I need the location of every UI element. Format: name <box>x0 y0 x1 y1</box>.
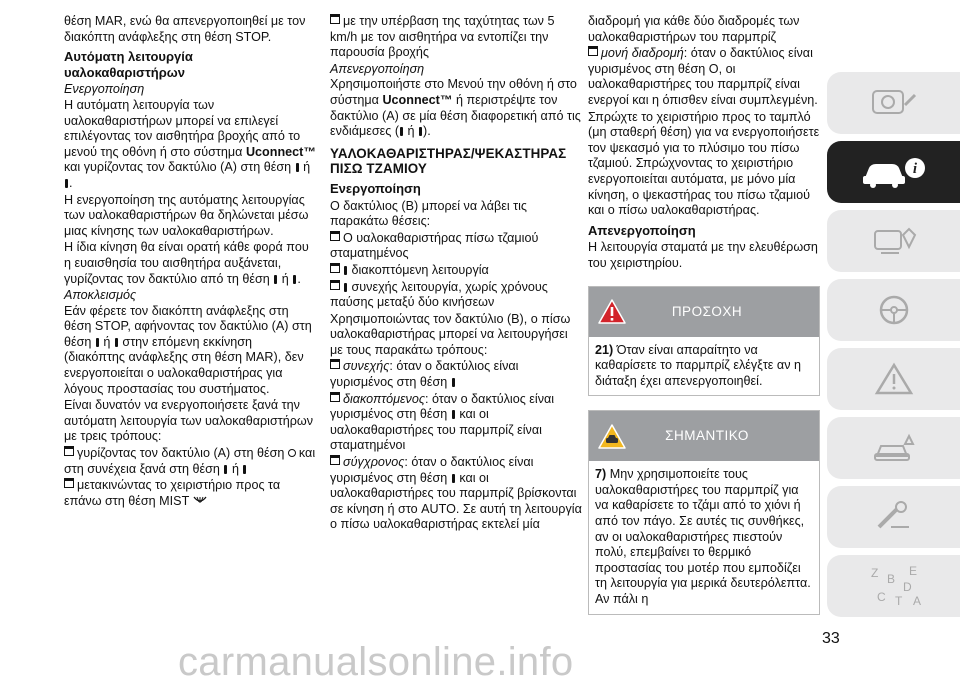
steering-wheel-icon <box>869 292 919 328</box>
column-right <box>588 14 820 615</box>
bullet-icon <box>588 46 598 56</box>
bullet-icon <box>64 446 74 456</box>
wiper-position-icon <box>344 283 347 292</box>
text: γυρίζοντας τον δακτύλιο (A) στη θέση <box>77 446 285 461</box>
mist-icon <box>193 496 207 506</box>
wiper-position-icon <box>400 127 403 136</box>
letter: Z <box>870 566 878 580</box>
list-item <box>330 280 582 311</box>
subheading: Απενεργοποίηση <box>588 222 696 238</box>
text: : όταν ο δακτύλιος είναι γυρισμένος στη θέση <box>330 391 555 422</box>
list-item <box>330 263 582 279</box>
watermark: carmanualsonline.info <box>178 640 574 684</box>
wiper-position-icon <box>452 378 455 387</box>
paragraph: Ο δακτύλιος (B) μπορεί να λάβει τις παρακάτω θέσεις: <box>330 198 528 229</box>
important-title: ΣΗΜΑΝΤΙΚΟ <box>665 428 749 444</box>
subheading: Ενεργοποίηση <box>64 82 145 97</box>
section-heading: Αυτόματη λειτουργία υαλοκαθαριστήρων <box>64 49 193 80</box>
list-item <box>330 14 582 61</box>
dashboard-icon <box>869 85 919 121</box>
text: με την υπέρβαση της ταχύτητας των 5 km/h με τον αισθητήρα να εντοπίζει την παρουσία βροχής <box>330 14 555 60</box>
emergency-icon <box>869 430 919 466</box>
text: συνεχής <box>343 359 390 374</box>
wiper-position-icon <box>296 163 299 172</box>
security-icon <box>869 223 919 259</box>
brand-name: Uconnect™ <box>245 144 316 159</box>
warning-triangle-icon <box>597 298 627 325</box>
text: και γυρίζοντας τον δακτύλιο (A) στη θέση <box>64 160 292 175</box>
tab-emergency[interactable] <box>827 417 960 479</box>
text: μετακινώντας το χειριστήριο προς τα επάνω στη θέση MIST <box>64 478 281 508</box>
bullet-icon <box>64 478 74 488</box>
index-letters-icon <box>859 561 929 611</box>
paragraph <box>64 304 316 398</box>
text: σύγχρονος <box>343 455 405 470</box>
text: ή <box>231 461 239 476</box>
wiper-position-icon <box>96 338 99 347</box>
list-item <box>330 455 582 533</box>
wiper-position-icon <box>452 410 455 419</box>
paragraph: Είναι δυνατόν να ενεργοποιήσετε ξανά την αυτόματη λειτουργία των υαλοκαθαριστήρων με τρεις τρόπους: <box>64 398 314 444</box>
paragraph: Η αυτόματη λειτουργία των υαλοκαθαριστήρων μπορεί να επιλεγεί επιλέγοντας τον αισθητήρα βροχής από το μενού της οθόνη ή στο σύστημα Uconnect™ και γυρίζοντας τον δακτύλιο (A) στη θέση ή . <box>64 97 316 190</box>
bullet-icon <box>330 231 340 241</box>
text: Χρησιμοποιήστε στο Μενού την οθόνη ή στο σύστημα <box>330 77 577 107</box>
important-box <box>588 410 820 614</box>
text: ). <box>423 124 431 139</box>
wiper-position-icon <box>65 179 68 188</box>
letter: A <box>912 594 921 608</box>
bullet-icon <box>330 263 340 273</box>
wiper-position-icon <box>224 465 227 474</box>
column-left <box>64 14 316 510</box>
subheading: Απενεργοποίηση <box>330 61 425 76</box>
text: : όταν ο δακτύλιος είναι γυρισμένος στη θέση <box>330 359 519 390</box>
brand-name: Uconnect™ <box>382 92 453 107</box>
off-position-icon <box>288 449 296 457</box>
text: και οι υαλοκαθαριστήρες του παρμπρίζ είναι σταματημένοι <box>330 407 542 453</box>
letter: B <box>886 572 895 586</box>
wiper-position-icon <box>344 266 347 275</box>
text: και οι υαλοκαθαριστήρες του παρμπρίζ βρίσκονται σε κίνηση ή στο AUTO. Σε αυτή τη λειτουργία ο πίσω υαλοκαθαριστήρας εκτελεί μία <box>330 470 582 532</box>
paragraph: θέση MAR, ενώ θα απενεργοποιηθεί με τον διακόπτη ανάφλεξης στη θέση STOP. <box>64 14 306 44</box>
warning-body <box>589 337 819 396</box>
subheading: Ενεργοποίηση <box>330 180 421 196</box>
text: ή <box>303 160 311 175</box>
warning-header <box>589 287 819 337</box>
text: Εάν φέρετε τον διακόπτη ανάφλεξης στη θέση STOP, αφήνοντας τον δακτύλιο (A) στη θέση <box>64 303 312 349</box>
text: ή <box>407 124 415 139</box>
warning-box <box>588 286 820 397</box>
important-header <box>589 411 819 461</box>
paragraph: Σπρώχτε το χειριστήριο προς το ταμπλό (μη σταθερή θέση) για να ενεργοποιήσετε τον ψεκασμό για το πλύσιμο του πίσω τζαμιού. Σπρώχνοντας το χειριστήριο ενεργοποιείται αυτόματα, με μόνο μία κίνηση, ο ψεκαστήρας του πίσω τζαμιού και ο πίσω υαλοκαθαριστήρας. <box>588 109 820 218</box>
paragraph: Η ενεργοποίηση της αυτόματης λειτουργίας των υαλοκαθαριστήρων θα δηλώνεται μέσω μιας κίνησης των υαλοκαθαριστήρων. <box>64 192 309 238</box>
page-number: 33 <box>822 630 840 647</box>
svg-text:i: i <box>912 161 917 177</box>
warning-title: ΠΡΟΣΟΧΗ <box>671 303 743 319</box>
warning-lights-icon <box>869 361 919 397</box>
text: Όταν είναι απαραίτητο να καθαρίσετε το παρμπρίζ ελέγξτε αν η διάταξη έχει απενεργοποιηθεί. <box>595 342 801 388</box>
text: ή περιστρέψτε τον δακτύλιο (A) σε μία θέση διαφορετική από τις ενδιάμεσες ( <box>330 92 581 139</box>
car-info-icon <box>859 152 929 192</box>
text: Μην χρησιμοποιείτε τους υαλοκαθαριστήρες του παρμπρίζ για να καθαρίσετε το τζάμι από το χιόνι ή από τον πάγο. Σε αυτές τις συνθήκες, αν οι υαλοκαθαριστήρες πιεστούν πολύ, επεμβαίνει το θερμικό προστασίας του μοτέρ που εμποδίζει τη λειτουργία για μερικά δευτερόλεπτα. Αν πάλι η <box>595 467 811 607</box>
paragraph: Η λειτουργία σταματά με την ελευθέρωση του χειριστηρίου. <box>588 240 818 270</box>
tab-car-info[interactable] <box>827 141 960 203</box>
text: : όταν ο δακτύλιος είναι γυρισμένος στη θέση <box>330 455 534 485</box>
text: Η αυτόματη λειτουργία των υαλοκαθαριστήρων μπορεί να επιλεγεί επιλέγοντας τον αισθητήρα βροχής από το μενού της οθόνη ή στο σύστημα <box>64 97 301 159</box>
text: συνεχής λειτουργία, χωρίς χρόνους παύσης μεταξύ δύο κινήσεων <box>330 279 548 310</box>
letter: D <box>902 580 912 594</box>
list-item <box>64 478 316 509</box>
bullet-icon <box>330 359 340 369</box>
wiper-position-icon <box>115 338 118 347</box>
paragraph: διαδρομή για κάθε δύο διαδρομές των υαλοκαθαριστήρων του παρμπρίζ <box>588 14 800 44</box>
text: ή <box>281 271 289 286</box>
tab-maintenance[interactable] <box>827 486 960 548</box>
tab-starting-driving[interactable] <box>827 279 960 341</box>
wiper-position-icon <box>293 275 296 284</box>
tab-security[interactable] <box>827 210 960 272</box>
bullet-icon <box>330 14 340 24</box>
subheading: Αποκλεισμός <box>64 288 137 303</box>
car-caution-icon <box>597 423 627 450</box>
tab-index[interactable] <box>827 555 960 617</box>
bullet-icon <box>330 392 340 402</box>
text: Η ίδια κίνηση θα είναι ορατή κάθε φορά που η ευαισθησία του αισθητήρα αυξάνεται, γυρίζοντας τον δακτύλιο από τη θέση <box>64 240 309 286</box>
chapter-sidebar <box>827 72 960 624</box>
text: διακοπτόμενη λειτουργία <box>351 262 489 277</box>
text: : όταν ο δακτύλιος είναι γυρισμένος στη θέση O, οι υαλοκαθαριστήρες του παρμπρίζ είναι ενεργοί και η όπισθεν είναι συμπλεγμένη. <box>588 46 818 107</box>
list-item <box>330 392 582 454</box>
note-number: 7) <box>595 467 607 482</box>
list-item <box>64 446 316 477</box>
maintenance-icon <box>869 499 919 535</box>
section-heading: ΥΑΛΟΚΑΘΑΡΙΣΤΗΡΑΣ/ΨΕΚΑΣΤΗΡΑΣ ΠΙΣΩ ΤΖΑΜΙΟΥ <box>330 145 567 177</box>
note-number: 21) <box>595 342 614 357</box>
wiper-position-icon <box>452 474 455 483</box>
text: και στη συνέχεια ξανά στη θέση <box>64 446 316 476</box>
letter: E <box>908 564 917 578</box>
important-body <box>589 461 819 613</box>
list-item <box>330 231 582 262</box>
bullet-icon <box>330 455 340 465</box>
text: μονή διαδρομή <box>601 46 684 61</box>
paragraph: Η ίδια κίνηση θα είναι ορατή κάθε φορά που η ευαισθησία του αισθητήρα αυξάνεται, γυρίζοντας τον δακτύλιο από τη θέση ή . <box>64 240 309 286</box>
wiper-position-icon <box>243 465 246 474</box>
paragraph <box>330 77 582 139</box>
letter: T <box>894 594 902 608</box>
tab-warning-lights[interactable] <box>827 348 960 410</box>
tab-dashboard[interactable] <box>827 72 960 134</box>
list-item <box>330 359 582 390</box>
paragraph: Χρησιμοποιώντας τον δακτύλιο (B), ο πίσω υαλοκαθαριστήρας μπορεί να λειτουργήσει με τους παρακάτω τρόπους: <box>330 311 571 357</box>
text: ή <box>103 334 111 349</box>
letter: C <box>876 590 886 604</box>
wiper-position-icon <box>274 275 277 284</box>
text: διακοπτόμενος <box>343 391 425 406</box>
bullet-icon <box>330 280 340 290</box>
text: Ο υαλοκαθαριστήρας πίσω τζαμιού σταματημένος <box>330 230 539 261</box>
column-middle <box>330 14 582 534</box>
list-item <box>588 46 820 108</box>
text: στην επόμενη εκκίνηση (διακόπτης ανάφλεξης στη θέση MAR), δεν ενεργοποιείται ο υαλοκαθαριστήρας για λόγους προστασίας του συστήματος. <box>64 334 304 396</box>
wiper-position-icon <box>419 127 422 136</box>
